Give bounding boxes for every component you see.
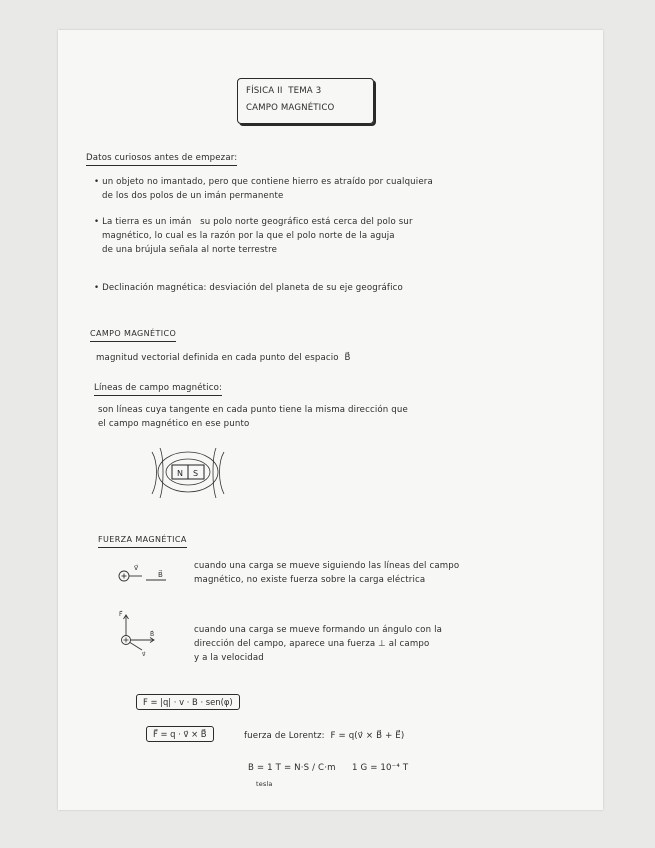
title-box bbox=[237, 78, 374, 124]
diagram1-v-label: v⃗ bbox=[134, 564, 139, 572]
tesla-label: tesla bbox=[256, 780, 273, 788]
case1-line-1: cuando una carga se mueve siguiendo las líneas del campo bbox=[194, 561, 460, 571]
campo-definition: magnitud vectorial definida en cada punto del espacio B⃗ bbox=[96, 353, 351, 363]
lineas-line-1: son líneas cuya tangente en cada punto tiene la misma dirección que bbox=[98, 405, 408, 415]
datos-bullet-3: • Declinación magnética: desviación del planeta de su eje geográfico bbox=[94, 283, 403, 293]
title-line-2: CAMPO MAGNÉTICO bbox=[246, 103, 335, 113]
datos-bullet-1-line-2: de los dos polos de un imán permanente bbox=[102, 191, 284, 201]
diagram2-b-label: B⃗ bbox=[150, 631, 155, 638]
campo-heading: CAMPO MAGNÉTICO bbox=[90, 328, 176, 342]
case1-line-2: magnético, no existe fuerza sobre la carga eléctrica bbox=[194, 575, 426, 585]
notebook-page bbox=[58, 30, 603, 810]
datos-heading: Datos curiosos antes de empezar: bbox=[86, 152, 237, 166]
lineas-line-2: el campo magnético en ese punto bbox=[98, 419, 250, 429]
magnet-field-diagram bbox=[148, 438, 228, 508]
case2-line-2: dirección del campo, aparece una fuerza ⊥ al campo bbox=[194, 639, 430, 649]
fuerza-heading: FUERZA MAGNÉTICA bbox=[98, 534, 187, 548]
datos-bullet-2-line-2: magnético, lo cual es la razón por la que el polo norte de la aguja bbox=[102, 231, 395, 241]
magnet-s-label: S bbox=[193, 469, 199, 478]
diagram2-f-label: F⃗ bbox=[119, 611, 123, 618]
diagram2-v-label: v⃗ bbox=[142, 651, 146, 658]
parallel-motion-diagram bbox=[116, 560, 172, 586]
lineas-heading: Líneas de campo magnético: bbox=[94, 382, 222, 396]
lorentz-formula: fuerza de Lorentz: F = q(v⃗ × B⃗ + E⃗) bbox=[244, 731, 405, 741]
datos-bullet-1-line-1: • un objeto no imantado, pero que contiene hierro es atraído por cualquiera bbox=[94, 177, 433, 187]
case2-line-3: y a la velocidad bbox=[194, 653, 264, 663]
force-modulus-formula: F = |q| · v · B · sen(φ) bbox=[136, 694, 240, 710]
case2-line-1: cuando una carga se mueve formando un ángulo con la bbox=[194, 625, 443, 635]
gauss-conversion: 1 G = 10⁻⁴ T bbox=[352, 763, 409, 773]
diagram1-b-label: B⃗ bbox=[158, 571, 163, 579]
title-line-1: FÍSICA II TEMA 3 bbox=[246, 86, 322, 96]
datos-bullet-2-line-1: • La tierra es un imán su polo norte geográfico está cerca del polo sur bbox=[94, 217, 413, 227]
magnet-n-label: N bbox=[177, 469, 183, 478]
datos-bullet-2-line-3: de una brújula señala al norte terrestre bbox=[102, 245, 278, 255]
angled-motion-diagram bbox=[116, 610, 176, 662]
force-vector-formula: F⃗ = q · v⃗ × B⃗ bbox=[146, 726, 214, 742]
tesla-units: B = 1 T = N·S / C·m bbox=[248, 763, 336, 773]
